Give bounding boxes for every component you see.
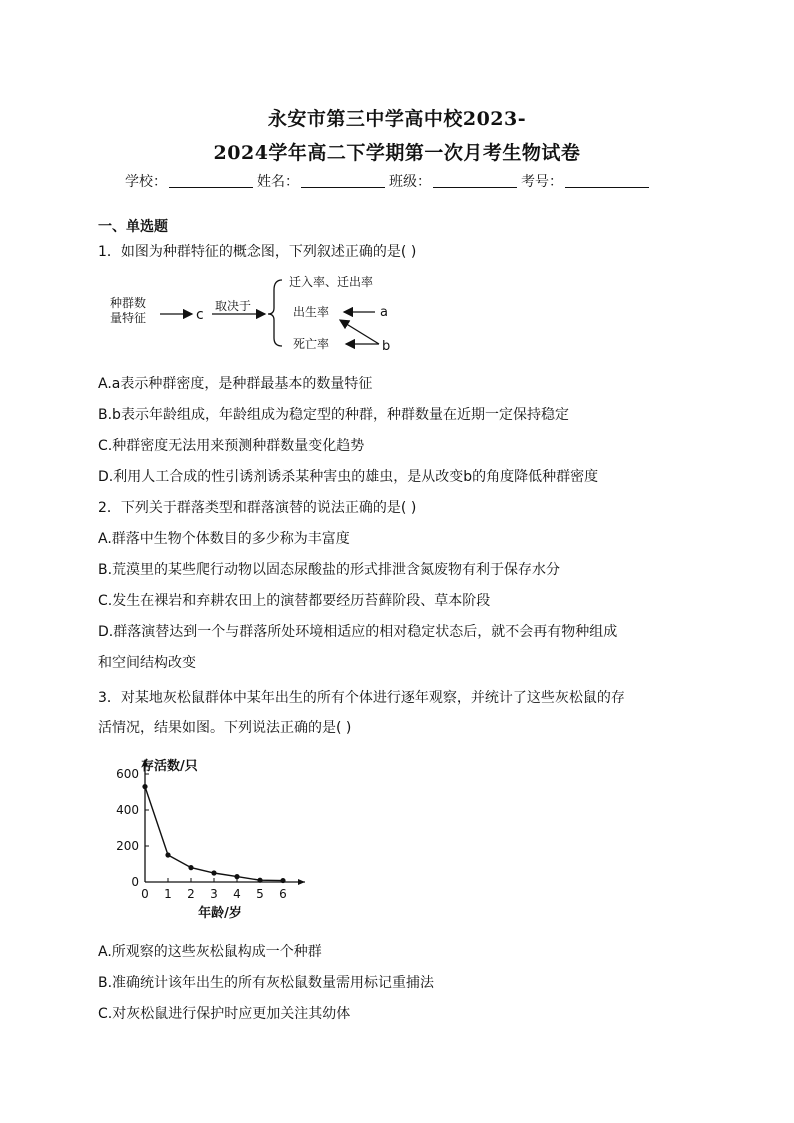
name-label: 姓名： — [257, 174, 299, 190]
q2-option-d-continued: 和空间结构改变 — [98, 655, 196, 671]
x-tick-label: 4 — [233, 887, 241, 901]
q2-option-b[interactable]: B.荒漠里的某些爬行动物以固态尿酸盐的形式排泄含氮废物有利于保存水分 — [98, 562, 561, 578]
diagram-left-line2: 量特征 — [110, 311, 147, 325]
survival-line-chart — [100, 752, 320, 924]
x-tick-label: 5 — [256, 887, 264, 901]
survival-data-point — [188, 865, 193, 870]
y-tick-label: 600 — [116, 767, 139, 781]
survival-data-point — [280, 878, 285, 883]
diagram-item-migration: 迁入率、迁出率 — [289, 275, 374, 289]
x-tick-label: 2 — [187, 887, 195, 901]
name-field[interactable] — [301, 186, 385, 188]
q1-concept-diagram — [100, 270, 400, 356]
exam-number-label: 考号： — [521, 174, 563, 190]
diagram-arrow-label: 取决于 — [215, 299, 252, 313]
q2-option-a[interactable]: A.群落中生物个体数目的多少称为丰富度 — [98, 531, 350, 547]
diagram-item-birth-rate: 出生率 — [293, 305, 330, 319]
x-axis-arrow — [298, 879, 305, 885]
exam-title-line1: 永安市第三中学高中校2023- — [267, 108, 527, 130]
section-heading: 一、单选题 — [98, 219, 168, 235]
q1-option-c[interactable]: C.种群密度无法用来预测种群数量变化趋势 — [98, 438, 365, 454]
y-axis-label: 存活数/只 — [141, 759, 198, 774]
survival-data-point — [142, 784, 147, 789]
y-tick-label: 400 — [116, 803, 139, 817]
q2-stem: 2．下列关于群落类型和群落演替的说法正确的是( ) — [98, 500, 417, 516]
x-tick-label: 3 — [210, 887, 218, 901]
x-tick-label: 1 — [164, 887, 172, 901]
x-tick-label: 6 — [279, 887, 287, 901]
survival-data-point — [211, 870, 216, 875]
diagram-node-a: a — [380, 305, 388, 320]
survival-series-line — [145, 787, 283, 881]
diagram-brace — [268, 280, 282, 346]
q1-option-a[interactable]: A.a表示种群密度，是种群最基本的数量特征 — [98, 376, 373, 392]
exam-title-line2: 2024学年高二下学期第一次月考生物试卷 — [213, 142, 581, 164]
diagram-node-c: c — [196, 307, 204, 323]
y-tick-label: 200 — [116, 839, 139, 853]
school-label: 学校： — [125, 174, 167, 190]
class-field[interactable] — [433, 186, 517, 188]
survival-data-point — [234, 874, 239, 879]
q3-stem-line2: 活情况，结果如图。下列说法正确的是( ) — [98, 720, 352, 736]
q2-option-d[interactable]: D.群落演替达到一个与群落所处环境相适应的相对稳定状态后，就不会再有物种组成 — [98, 624, 618, 640]
q3-option-a[interactable]: A.所观察的这些灰松鼠构成一个种群 — [98, 944, 322, 960]
x-axis-label: 年龄/岁 — [198, 906, 242, 921]
exam-number-field[interactable] — [565, 186, 649, 188]
y-tick-label: 0 — [131, 875, 139, 889]
diagram-node-b: b — [382, 339, 391, 354]
q2-option-c[interactable]: C.发生在裸岩和弃耕农田上的演替都要经历苔藓阶段、草本阶段 — [98, 593, 491, 609]
school-field[interactable] — [169, 186, 253, 188]
q1-stem: 1．如图为种群特征的概念图，下列叙述正确的是( ) — [98, 244, 417, 260]
class-label: 班级： — [389, 174, 431, 190]
diagram-left-line1: 种群数 — [110, 296, 147, 310]
q3-option-b[interactable]: B.准确统计该年出生的所有灰松鼠数量需用标记重捕法 — [98, 975, 435, 991]
q1-option-b[interactable]: B.b表示年龄组成，年龄组成为稳定型的种群，种群数量在近期一定保持稳定 — [98, 407, 569, 423]
q3-stem-line1: 3．对某地灰松鼠群体中某年出生的所有个体进行逐年观察，并统计了这些灰松鼠的存 — [98, 690, 625, 706]
survival-data-point — [257, 878, 262, 883]
student-info-row — [125, 171, 653, 191]
diagram-item-death-rate: 死亡率 — [293, 337, 330, 351]
q3-option-c[interactable]: C.对灰松鼠进行保护时应更加关注其幼体 — [98, 1006, 351, 1022]
survival-data-point — [165, 852, 170, 857]
q1-option-d[interactable]: D.利用人工合成的性引诱剂诱杀某种害虫的雄虫，是从改变b的角度降低种群密度 — [98, 469, 599, 485]
arrow-b-to-birth — [340, 320, 379, 344]
x-tick-label: 0 — [141, 887, 149, 901]
